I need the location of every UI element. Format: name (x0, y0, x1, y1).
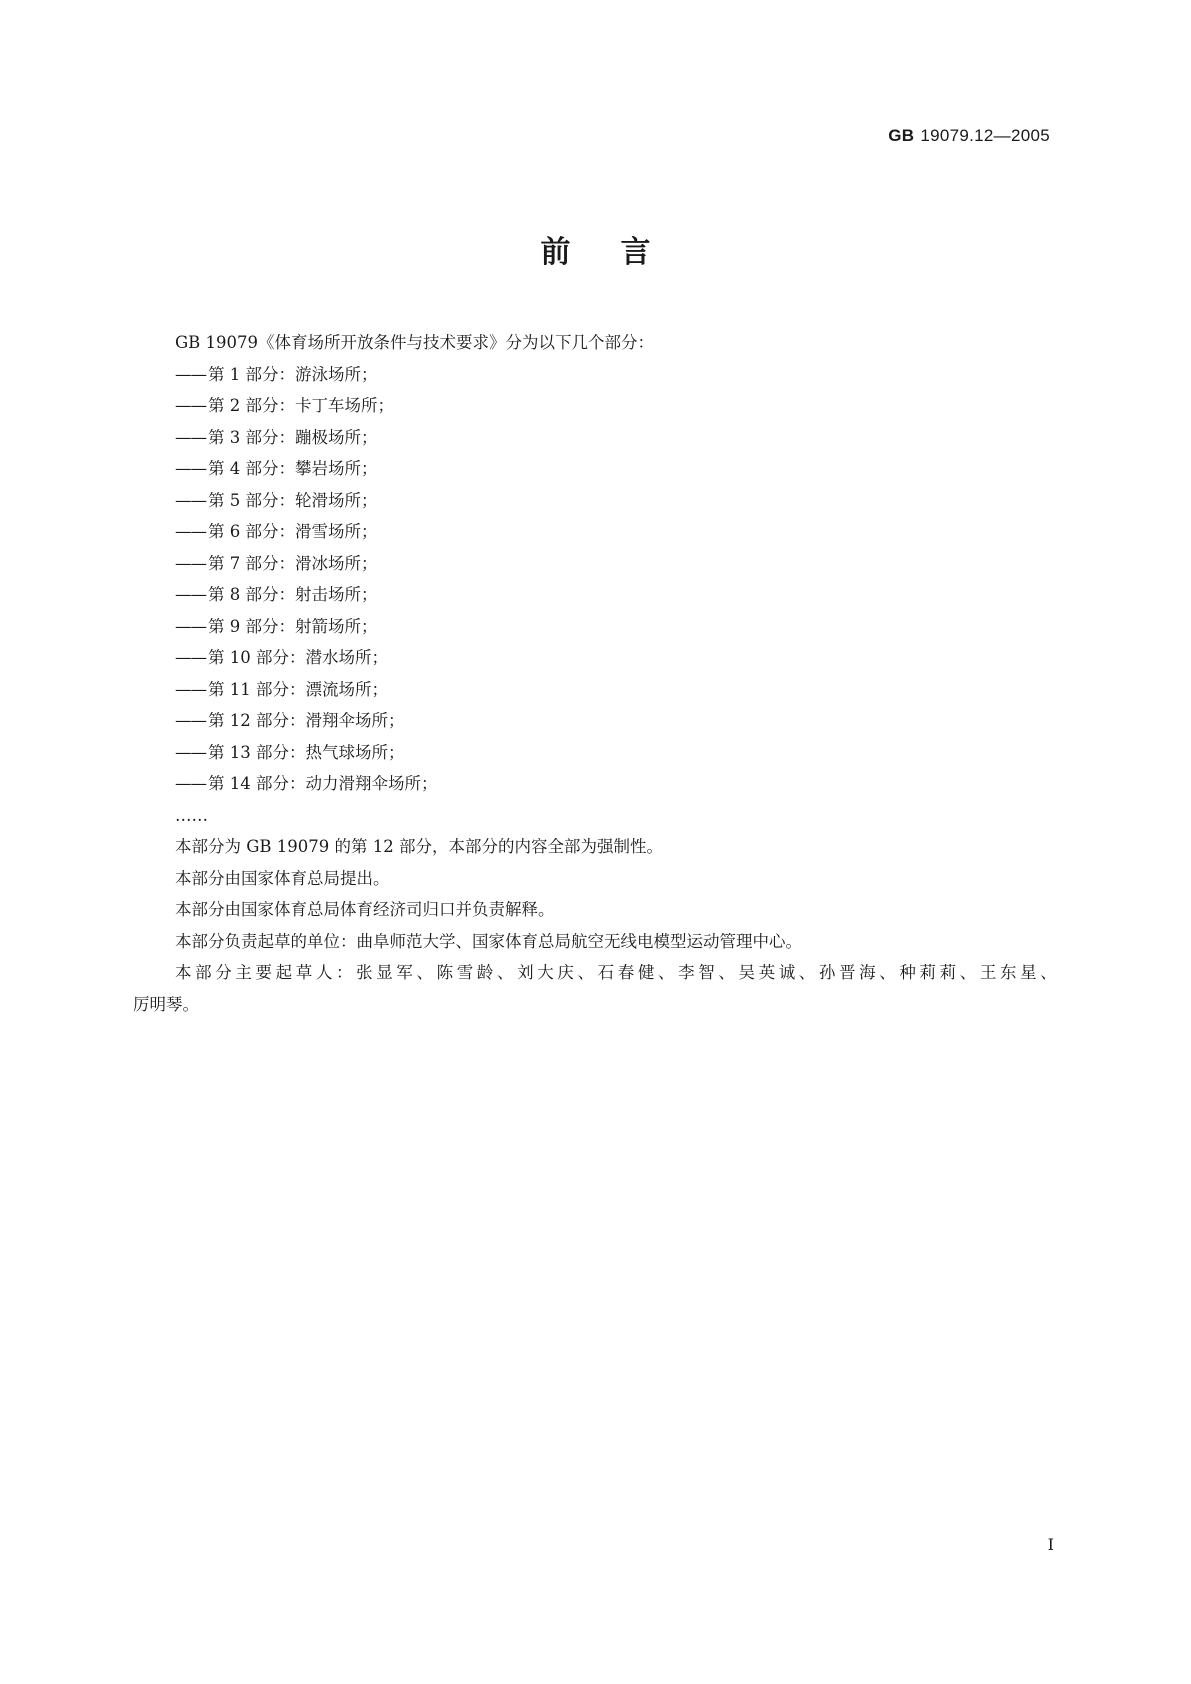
statement-paragraph: 本部分由国家体育总局体育经济司归口并负责解释。 (175, 900, 555, 919)
page-number: I (1047, 1535, 1054, 1554)
parts-list (133, 359, 1058, 800)
list-item: —— 第 6 部分：滑雪场所； (175, 522, 378, 541)
list-item: —— 第 13 部分：热气球场所； (175, 742, 405, 762)
drafters-paragraph-line2: 厉明琴。 (133, 994, 199, 1014)
list-dash: —— (175, 742, 206, 762)
foreword-body (133, 327, 1058, 1020)
list-dash: —— (175, 711, 206, 730)
list-dash: —— (175, 427, 206, 447)
list-dash: —— (175, 553, 206, 573)
standard-number: 19079.12—2005 (920, 126, 1050, 145)
list-item: —— 第 2 部分：卡丁车场所； (175, 396, 394, 415)
drafters-paragraph-line1: 本部分主要起草人：张显军、陈雪龄、刘大庆、石春健、李智、吴英诚、孙晋海、种莉莉、王东星、 (175, 963, 1058, 982)
list-item: —— 第 11 部分：漂流场所； (175, 679, 388, 699)
statement-paragraph: 本部分负责起草的单位：曲阜师范大学、国家体育总局航空无线电模型运动管理中心。 (175, 931, 802, 951)
list-item: —— 第 7 部分：滑冰场所； (175, 553, 378, 573)
list-dash: —— (175, 679, 206, 699)
list-dash: —— (175, 648, 206, 667)
list-dash: —— (175, 396, 206, 415)
list-dash: —— (175, 585, 206, 604)
intro-paragraph: GB 19079《体育场所开放条件与技术要求》分为以下几个部分： (175, 333, 655, 352)
statement-paragraph: 本部分由国家体育总局提出。 (175, 868, 390, 888)
list-item: —— 第 5 部分：轮滑场所； (175, 490, 378, 510)
list-item: —— 第 14 部分：动力滑翔伞场所； (175, 774, 438, 793)
list-item: —— 第 3 部分：蹦极场所； (175, 427, 378, 447)
standard-prefix: GB (888, 126, 915, 145)
page-title: 前言 (540, 235, 701, 270)
list-dash: —— (175, 459, 206, 478)
list-item: —— 第 12 部分：滑翔伞场所； (175, 711, 405, 730)
list-item: —— 第 4 部分：攀岩场所； (175, 459, 378, 478)
statement-paragraph: 本部分为 GB 19079 的第 12 部分，本部分的内容全部为强制性。 (175, 837, 664, 856)
list-item: —— 第 9 部分：射箭场所； (175, 616, 378, 636)
list-ellipsis: …… (175, 805, 208, 825)
standard-number-header (888, 126, 1050, 146)
list-item: —— 第 8 部分：射击场所； (175, 585, 378, 604)
list-dash: —— (175, 616, 206, 636)
list-dash: —— (175, 522, 206, 541)
list-dash: —— (175, 774, 206, 793)
list-dash: —— (175, 490, 206, 510)
list-item: —— 第 10 部分：潜水场所； (175, 648, 388, 667)
list-item: —— 第 1 部分：游泳场所； (175, 364, 378, 384)
list-dash: —— (175, 364, 206, 384)
